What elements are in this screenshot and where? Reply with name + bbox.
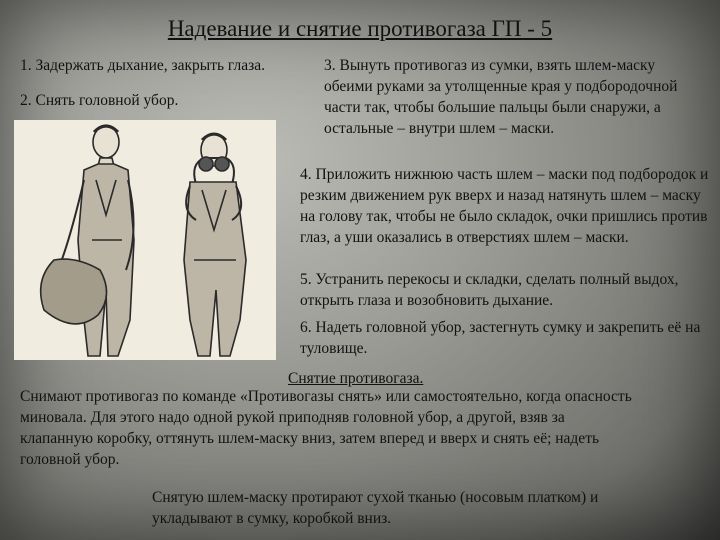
step-2: 2. Снять головной убор. [20,92,179,109]
removal-heading: Снятие противогаза. [288,370,424,387]
man-putting-on-mask-figure [184,134,246,356]
step-4: 4. Приложить нижнюю часть шлем – маски под подбородок и резким движением рук вверх и назад натянуть шлем – маску на голову так, чтобы не было складок, очки пришлись против глаз, а уши оказались в отверстиях шлем – маски. [300,166,709,246]
man-holding-bag-figure [41,126,134,356]
step-1: 1. Задержать дыхание, закрыть глаза. [20,57,265,74]
step-5: 5. Устранить перекосы и складки, сделать полный выдох, открыть глаза и возобновить дыхание. [300,271,679,309]
step-3: 3. Вынуть противогаз из сумки, взять шлем-маску обеими руками за утолщенные края у подбородочной части так, чтобы большие пальцы были снаружи, а остальные – внутри шлем – маски. [324,57,678,137]
illustration-drawing [14,120,276,360]
page-title: Надевание и снятие противогаза ГП - 5 [167,16,553,41]
removal-text: Снимают противогаз по команде «Противогазы снять» или самостоятельно, когда опасность миновала. Для этого надо одной рукой приподняв головной убор, а другой, взяв за клапанную коробку, оттянуть шлем-маску вниз, затем вперед и вверх и снять её; надеть головной убор. [20,388,632,468]
gas-mask-illustration [14,120,276,360]
removal-note: Снятую шлем-маску протирают сухой тканью (носовым платком) и укладывают в сумку, коробкой вниз. [152,489,599,527]
step-6: 6. Надеть головной убор, застегнуть сумку и закрепить её на туловище. [300,319,701,357]
